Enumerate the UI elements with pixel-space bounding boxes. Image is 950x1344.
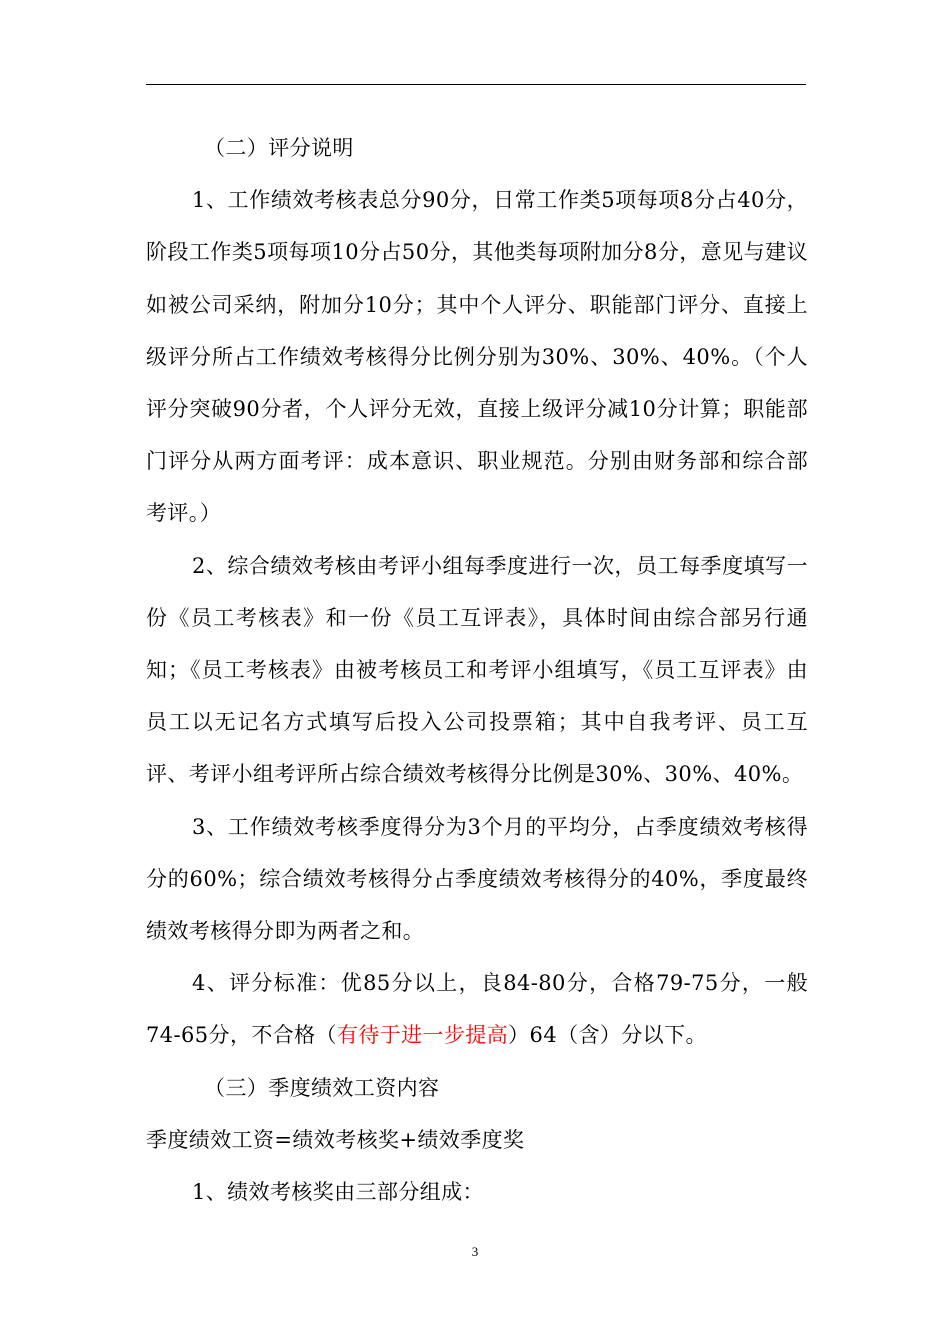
item-4-text-before: 4、评分标准：优85分以上，良84-80分，合格79-75分，一般74-65分，不合格（ <box>146 971 808 1048</box>
section-heading-scoring: （二）评分说明 <box>204 136 354 160</box>
paragraph-bonus-item-1: 1、绩效考核奖由三部分组成： <box>192 1180 484 1205</box>
document-body <box>146 122 808 1218</box>
paragraph-item-3: 3、工作绩效考核季度得分为3个月的平均分，占季度绩效考核得分的60%；综合绩效考核得分占季度绩效考核得分的40%，季度最终绩效考核得分即为两者之和。 <box>146 814 808 944</box>
paragraph-item-1: 1、工作绩效考核表总分90分，日常工作类5项每项8分占40分，阶段工作类5项每项10分占50分，其他类每项附加分8分，意见与建议如被公司采纳，附加分10分；其中个人评分、职能部门评分、直接上级评分所占工作绩效考核得分比例分别为30%、30%、40%。（个人评分突破90分者，个人评分无效，直接上级评分减10分计算；职能部门评分从两方面考评：成本意识、职业规范。分别由财务部和综合部考评。） <box>146 188 808 526</box>
header-rule <box>146 84 806 85</box>
section-heading-salary: （三）季度绩效工资内容 <box>204 1075 440 1100</box>
paragraph-item-4 <box>146 957 808 1061</box>
paragraph-item-2: 2、综合绩效考核由考评小组每季度进行一次，员工每季度填写一份《员工考核表》和一份《员工互评表》，具体时间由综合部另行通知；《员工考核表》由被考核员工和考评小组填写，《员工互评表》由员工以无记名方式填写后投入公司投票箱；其中自我考评、员工互评、考评小组考评所占综合绩效考核得分比例是30%、30%、40%。 <box>146 553 808 787</box>
page-number: 3 <box>471 1244 479 1259</box>
item-4-text-after: ）64（含）分以下。 <box>508 1023 707 1048</box>
salary-formula: 季度绩效工资=绩效考核奖+绩效季度奖 <box>146 1127 525 1152</box>
item-4-highlight: 有待于进一步提高 <box>336 1023 509 1048</box>
